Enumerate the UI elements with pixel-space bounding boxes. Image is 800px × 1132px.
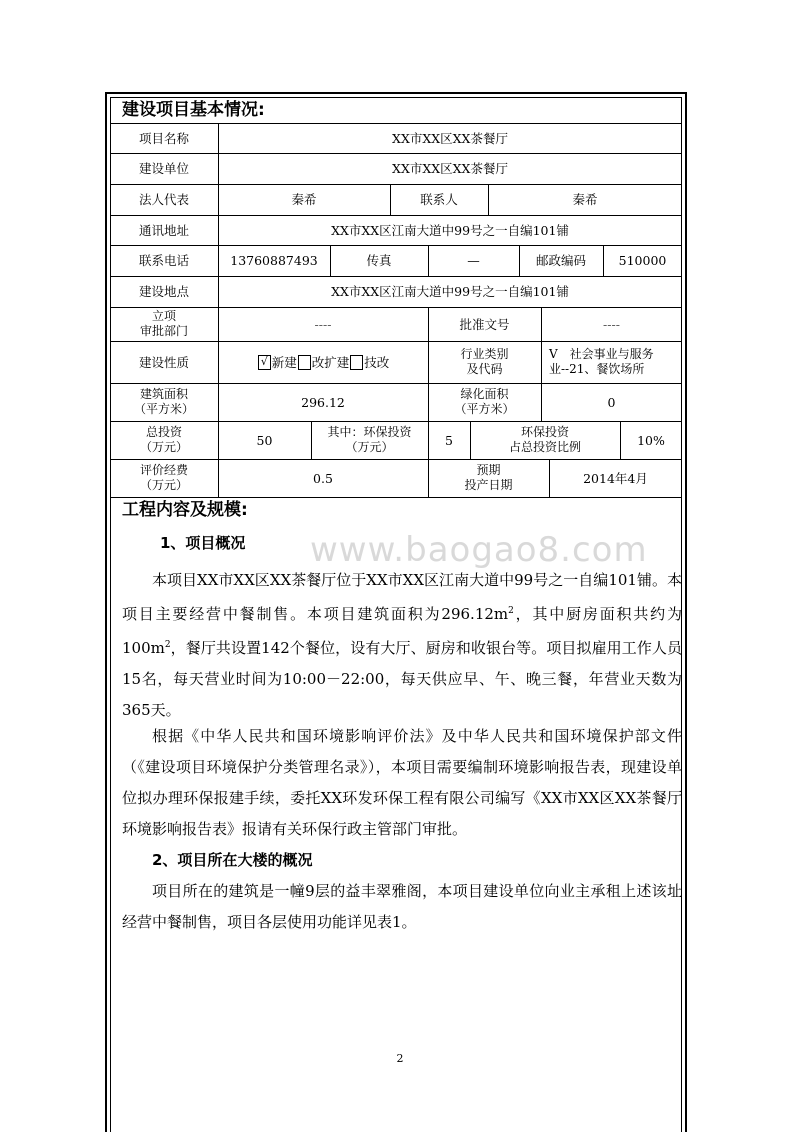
eval-fee-value: 0.5: [313, 470, 333, 486]
phone-label: 联系电话: [138, 253, 189, 268]
phone-value: 13760887493: [230, 253, 318, 268]
nature-expand-checkbox[interactable]: [298, 355, 311, 370]
paragraph-building: 项目所在的建筑是一幢9层的益丰翠雅阁，本项目建设单位向业主承租上述该址经营中餐制售，项目各层使用功能详见表1。: [122, 882, 682, 931]
start-date-label-line2: 投产日期: [464, 478, 513, 492]
env-invest-label-line1: 其中：环保投资: [327, 425, 412, 439]
industry-value: [541, 341, 682, 383]
nature-new-checkbox[interactable]: √: [258, 355, 271, 370]
floor-area-value: 296.12: [301, 394, 345, 410]
site-value: XX市XX区江南大道中99号之一自编101铺: [331, 284, 569, 299]
start-date-label-line1: 预期: [476, 463, 501, 477]
nature-tech-checkbox[interactable]: [350, 355, 363, 370]
site-label: 建设地点: [138, 284, 189, 299]
green-area-label: [428, 383, 541, 421]
green-area-label-line2: （平方米）: [454, 402, 515, 416]
project-name-value: XX市XX区XX茶餐厅: [392, 130, 508, 146]
section-title-basic-info: 建设项目基本情况:: [122, 100, 265, 120]
nature-tech-label: 技改: [364, 354, 390, 370]
section-title-scope: 工程内容及规模:: [122, 500, 248, 520]
contact-value: 秦希: [572, 192, 598, 207]
kitchen-unit-superscript: 2: [164, 640, 171, 650]
area-unit-superscript: 2: [508, 606, 514, 616]
env-invest-value: 5: [445, 432, 453, 448]
fax-value: —: [467, 253, 480, 268]
eval-fee-label: [110, 459, 218, 497]
nature-new-label: 新建: [271, 354, 297, 370]
start-date-label: [428, 459, 549, 497]
watermark: www.baogao8.com: [310, 530, 648, 570]
env-ratio-label-line1: 环保投资: [520, 425, 569, 439]
eval-fee-label-line1: 评价经费: [139, 463, 188, 477]
legal-rep-value: 秦希: [291, 192, 317, 207]
floor-area-label-line1: 建筑面积: [139, 387, 188, 401]
nature-expand-label: 改扩建: [311, 354, 350, 370]
project-name-label: 项目名称: [138, 130, 189, 146]
builder-label: 建设单位: [138, 161, 189, 176]
floor-area-label-line2: （平方米）: [133, 402, 194, 416]
nature-options: [218, 341, 428, 383]
total-invest-label-line1: 总投资: [145, 425, 182, 439]
address-value: XX市XX区江南大道中99号之一自编101铺: [331, 222, 569, 238]
paragraph-legal-basis: 根据《中华人民共和国环境影响评价法》及中华人民共和国环境保护部文件（《建设项目环境保护分类管理名录》），本项目需要编制环境影响报告表，现建设单位拟办理环保报建手续，委托XX环发环保工程有限公司编写《XX市XX区XX茶餐厅环境影响报告表》报请有关环保行政主管部门审批。: [122, 727, 682, 838]
total-invest-label: [110, 421, 218, 459]
approval-dept-value: ----: [314, 316, 332, 332]
industry-label-line1: 行业类别: [460, 347, 509, 361]
total-invest-value: 50: [256, 432, 273, 448]
env-invest-label: [311, 421, 428, 459]
heading-building-overview: 2、项目所在大楼的概况: [152, 851, 313, 869]
paragraph-overview: [122, 565, 682, 726]
nature-label: 建设性质: [138, 354, 189, 370]
address-label: 通讯地址: [138, 222, 189, 238]
env-ratio-label: [470, 421, 620, 459]
industry-label-line2: 及代码: [466, 362, 503, 376]
industry-label: [428, 341, 541, 383]
green-area-value: 0: [607, 394, 616, 410]
env-ratio-label-line2: 占总投资比例: [508, 440, 581, 454]
page-number: 2: [396, 1052, 404, 1065]
paragraph-overview-part1: 本项目XX市XX区XX茶餐厅位于XX市XX区江南大道中99号之一自编101铺。本项目主要经营中餐制售。本项目建筑面积为296.12m: [122, 571, 682, 623]
paragraph-overview-part3: ，餐厅共设置142个餐位，设有大厅、厨房和收银台等。项目拟雇用工作人员15名，每天营业时间为10:00－22:00，每天供应早、午、晚三餐，年营业天数为365天。: [122, 639, 682, 719]
heading-project-overview: 1、项目概况: [160, 534, 246, 552]
postcode-label: 邮政编码: [535, 253, 586, 268]
total-invest-label-line2: （万元）: [139, 440, 188, 454]
industry-value-line2: 业--21、餐饮场所: [549, 362, 645, 376]
approval-dept-label-line1: 立项: [151, 309, 176, 323]
env-ratio-value: 10%: [637, 432, 665, 448]
start-date-value: 2014年4月: [583, 470, 648, 486]
approval-no-value: ----: [603, 316, 620, 332]
green-area-label-line1: 绿化面积: [460, 387, 509, 401]
approval-dept-label: [110, 307, 218, 341]
legal-rep-label: 法人代表: [138, 192, 189, 207]
fax-label: 传真: [366, 253, 392, 268]
postcode-value: 510000: [618, 253, 667, 268]
env-invest-label-line2: （万元）: [345, 440, 394, 454]
builder-value: XX市XX区XX茶餐厅: [392, 161, 508, 176]
approval-dept-label-line2: 审批部门: [139, 324, 188, 338]
eval-fee-label-line2: （万元）: [139, 478, 188, 492]
contact-label: 联系人: [420, 192, 458, 207]
floor-area-label: [110, 383, 218, 421]
paragraph-overview-part2: ，其中厨房面积共约为100m: [122, 605, 682, 657]
approval-no-label: 批准文号: [459, 316, 510, 332]
industry-value-line1: V 社会事业与服务: [549, 347, 654, 361]
